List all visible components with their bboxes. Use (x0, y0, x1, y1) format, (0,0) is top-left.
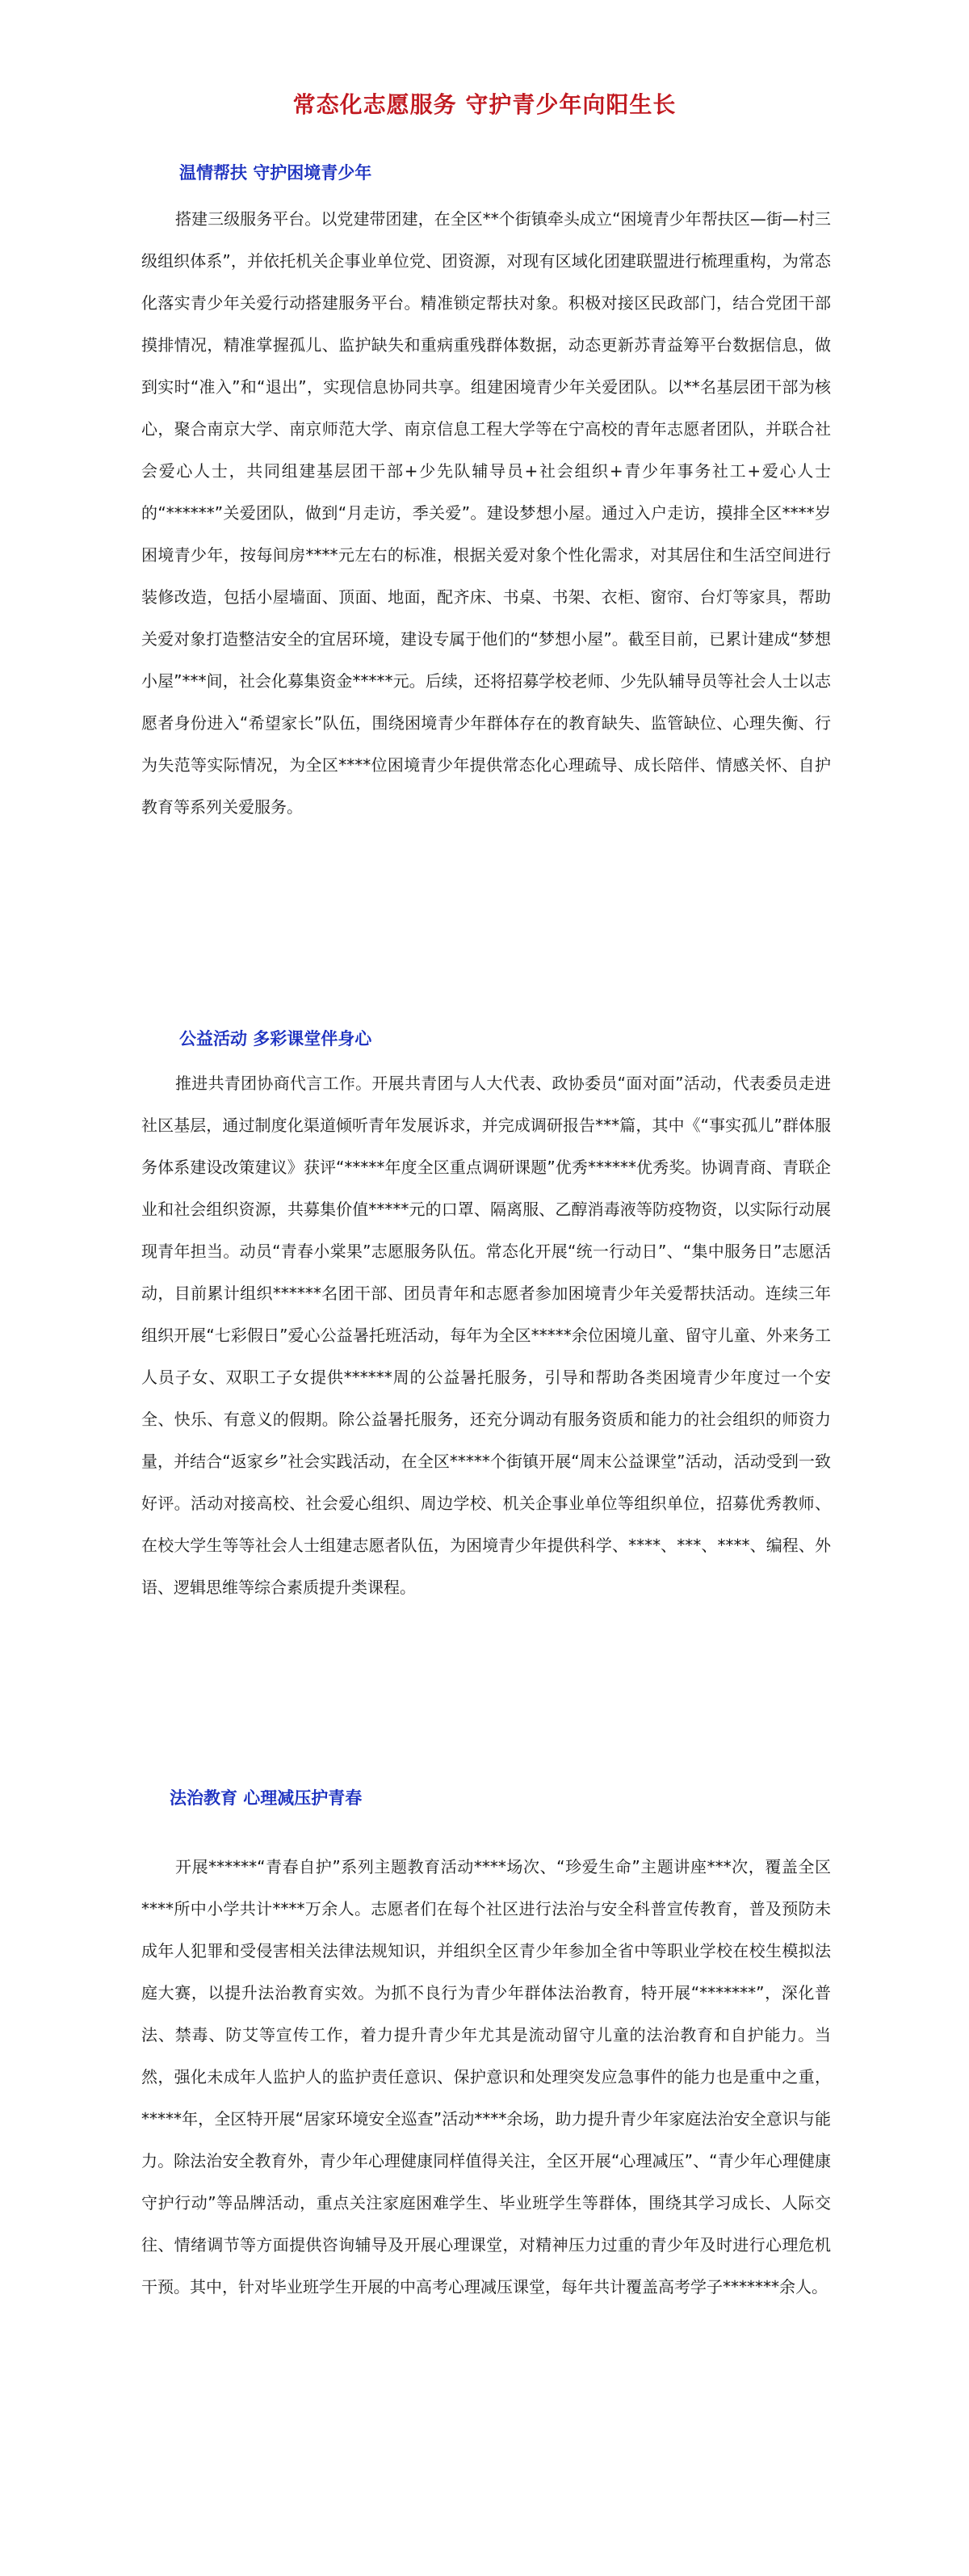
section-paragraph-3: 开展******“青春自护”系列主题教育活动****场次、“珍爱生命”主题讲座***次，覆盖全区****所中小学共计****万余人。志愿者们在每个社区进行法治与安全科普宣传教育，普及预防未成年人犯罪和受侵害相关法律法规知识，并组织全区青少年参加全省中等职业学校在校生模拟法庭大赛，以提升法治教育实效。为抓不良行为青少年群体法治教育，特开展“*******”，深化普法、禁毒、防艾等宣传工作，着力提升青少年尤其是流动留守儿童的法治教育和自护能力。当然，强化未成年人监护人的监护责任意识、保护意识和处理突发应急事件的能力也是重中之重，*****年，全区特开展“居家环境安全巡查”活动****余场，助力提升青少年家庭法治安全意识与能力。除法治安全教育外，青少年心理健康同样值得关注，全区开展“心理减压”、“青少年心理健康守护行动”等品牌活动，重点关注家庭困难学生、毕业班学生等群体，围绕其学习成长、人际交往、情绪调节等方面提供咨询辅导及开展心理课堂，对精神压力过重的青少年及时进行心理危机干预。其中，针对毕业班学生开展的中高考心理减压课堂，每年共计覆盖高考学子*******余人。 (141, 1857, 831, 2297)
section-paragraph-1: 搭建三级服务平台。以党建带团建，在全区**个街镇牵头成立“困境青少年帮扶区—街—村三级组织体系”，并依托机关企事业单位党、团资源，对现有区域化团建联盟进行梳理重构，为常态化落实青少年关爱行动搭建服务平台。精准锁定帮扶对象。积极对接区民政部门，结合党团干部摸排情况，精准掌握孤儿、监护缺失和重病重残群体数据，动态更新苏青益筹平台数据信息，做到实时“准入”和“退出”，实现信息协同共享。组建困境青少年关爱团队。以**名基层团干部为核心，聚合南京大学、南京师范大学、南京信息工程大学等在宁高校的青年志愿者团队，并联合社会爱心人士，共同组建基层团干部+少先队辅导员+社会组织+青少年事务社工+爱心人士的“******”关爱团队，做到“月走访，季关爱”。建设梦想小屋。通过入户走访，摸排全区****岁困境青少年，按每间房****元左右的标准，根据关爱对象个性化需求，对其居住和生活空间进行装修改造，包括小屋墙面、顶面、地面，配齐床、书桌、书架、衣柜、窗帘、台灯等家具，帮助关爱对象打造整洁安全的宜居环境，建设专属于他们的“梦想小屋”。截至目前，已累计建成“梦想小屋”***间，社会化募集资金*****元。后续，还将招募学校老师、少先队辅导员等社会人士以志愿者身份进入“希望家长”队伍，围绕困境青少年群体存在的教育缺失、监管缺位、心理失衡、行为失范等实际情况，为全区****位困境青少年提供常态化心理疏导、成长陪伴、情感关怀、自护教育等系列关爱服务。 (141, 209, 831, 817)
section-heading-3: 法治教育 心理减压护青春 (170, 1788, 363, 1808)
document-title: 常态化志愿服务 守护青少年向阳生长 (292, 91, 677, 118)
section-heading-1: 温情帮扶 守护困境青少年 (179, 163, 372, 183)
section-paragraph-2: 推进共青团协商代言工作。开展共青团与人大代表、政协委员“面对面”活动，代表委员走进社区基层，通过制度化渠道倾听青年发展诉求，并完成调研报告***篇，其中《“事实孤儿”群体服务体系建设改策建议》获评“*****年度全区重点调研课题”优秀******优秀奖。协调青商、青联企业和社会组织资源，共募集价值*****元的口罩、隔离服、乙醇消毒液等防疫物资，以实际行动展现青年担当。动员“青春小棠果”志愿服务队伍。常态化开展“统一行动日”、“集中服务日”志愿活动，目前累计组织******名团干部、团员青年和志愿者参加困境青少年关爱帮扶活动。连续三年组织开展“七彩假日”爱心公益暑托班活动，每年为全区*****余位困境儿童、留守儿童、外来务工人员子女、双职工子女提供******周的公益暑托服务，引导和帮助各类困境青少年度过一个安全、快乐、有意义的假期。除公益暑托服务，还充分调动有服务资质和能力的社会组织的师资力量，并结合“返家乡”社会实践活动，在全区*****个街镇开展“周末公益课堂”活动，活动受到一致好评。活动对接高校、社会爱心组织、周边学校、机关企事业单位等组织单位，招募优秀教师、在校大学生等等社会人士组建志愿者队伍，为困境青少年提供科学、****、***、****、编程、外语、逻辑思维等综合素质提升类课程。 (141, 1074, 831, 1597)
section-heading-2: 公益活动 多彩课堂伴身心 (179, 1029, 372, 1048)
